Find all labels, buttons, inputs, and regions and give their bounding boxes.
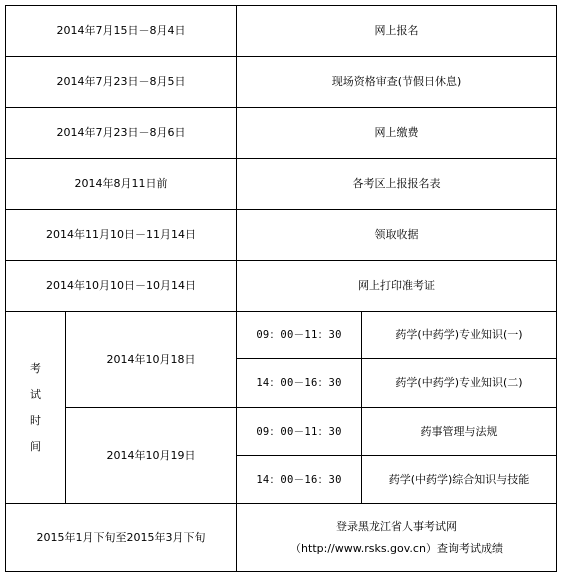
item-cell: 网上打印准考证	[237, 261, 557, 312]
exam-session-time: 09：00－11：30	[237, 312, 362, 359]
table-row	[6, 6, 557, 57]
item-cell: 领取收据	[237, 210, 557, 261]
date-cell: 2014年8月11日前	[6, 159, 237, 210]
item-cell: 现场资格审查(节假日休息)	[237, 57, 557, 108]
exam-time-label-char: 试	[30, 387, 41, 401]
exam-session-time: 14：00－16：30	[237, 359, 362, 408]
exam-session-time: 14：00－16：30	[237, 456, 362, 504]
date-cell: 2014年10月10日－10月14日	[6, 261, 237, 312]
results-date-cell: 2015年1月下旬至2015年3月下旬	[6, 504, 237, 572]
results-line-1: 登录黑龙江省人事考试网	[336, 519, 457, 533]
table-row	[6, 261, 557, 312]
table-row	[6, 312, 557, 359]
table-row	[6, 408, 557, 456]
date-cell: 2014年7月23日－8月5日	[6, 57, 237, 108]
exam-session-time: 09：00－11：30	[237, 408, 362, 456]
table-row	[6, 159, 557, 210]
date-cell: 2014年11月10日－11月14日	[6, 210, 237, 261]
exam-date-cell: 2014年10月19日	[66, 408, 237, 504]
exam-schedule-table	[5, 5, 557, 572]
results-line-2: （http://www.rsks.gov.cn）查询考试成绩	[290, 541, 503, 555]
exam-subject-cell: 药事管理与法规	[362, 408, 557, 456]
exam-date-cell: 2014年10月18日	[66, 312, 237, 408]
table-row	[6, 57, 557, 108]
item-cell: 各考区上报报名表	[237, 159, 557, 210]
exam-time-label-char: 时	[30, 413, 41, 427]
table-row	[6, 504, 557, 572]
exam-time-label	[6, 312, 66, 504]
table-row	[6, 108, 557, 159]
exam-subject-cell: 药学(中药学)专业知识(二)	[362, 359, 557, 408]
exam-time-label-char: 考	[30, 361, 41, 375]
item-cell: 网上报名	[237, 6, 557, 57]
date-cell: 2014年7月15日－8月4日	[6, 6, 237, 57]
exam-time-label-char: 间	[30, 439, 41, 453]
exam-subject-cell: 药学(中药学)专业知识(一)	[362, 312, 557, 359]
item-cell: 网上缴费	[237, 108, 557, 159]
results-info-cell	[237, 504, 557, 572]
table-row	[6, 210, 557, 261]
date-cell: 2014年7月23日－8月6日	[6, 108, 237, 159]
exam-subject-cell: 药学(中药学)综合知识与技能	[362, 456, 557, 504]
